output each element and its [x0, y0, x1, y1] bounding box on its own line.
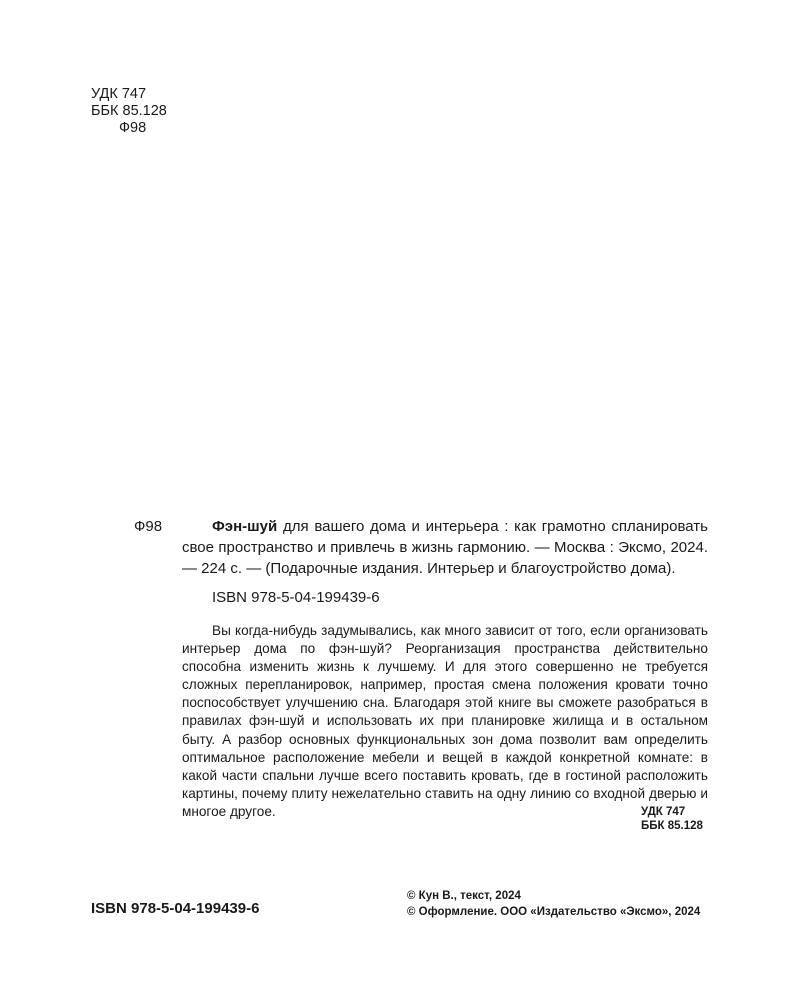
- bbk-code-bottom: ББК 85.128: [641, 820, 703, 832]
- udk-code: УДК 747: [91, 86, 147, 102]
- book-title: Фэн-шуй: [212, 518, 278, 535]
- copyright-design: © Оформление. ООО «Издательство «Эксмо», 2024: [407, 905, 701, 918]
- bibliographic-details: для вашего дома и интерьера : как грамотно спланировать свое пространство и привлечь в жизнь гармонию. — Москва : Эксмо, 2024. — 224 с. — (Подарочные издания. Интерьер и благоустройство дома).: [182, 518, 708, 577]
- bibliographic-entry: [182, 516, 708, 608]
- copyright-block: [407, 889, 700, 920]
- cutter-code: Ф98: [119, 120, 147, 136]
- udk-code-bottom: УДК 747: [641, 806, 686, 818]
- copyright-text: © Кун В., текст, 2024: [407, 890, 521, 902]
- bibliographic-description: [182, 516, 708, 579]
- classification-block-top: [91, 86, 167, 137]
- footer-isbn: ISBN 978-5-04-199439-6: [91, 900, 260, 917]
- annotation-text: Вы когда-нибудь задумывались, как много зависит от того, если организовать интерьер дома по фэн-шуй? Реорганизация пространства действительно способна изменить жизнь к лучшему. И для этого совершенно не требуется сложных перепланировок, например, простая смена положения кровати точно поспособствует улучшению сна. Благодаря этой книге вы сможете разобраться в правилах фэн-шуй и использовать их при планировке жилища и в остальном быту. А разбор основных функциональных зон дома позволит вам определить оптимальное расположение мебели и вещей в каждой конкретной комнате: в какой части спальни лучше всего поставить кровать, где в гостиной расположить картины, почему плиту нежелательно ставить на одну линию со входной дверью и многое другое.: [182, 623, 708, 819]
- bbk-code: ББК 85.128: [91, 103, 167, 119]
- entry-cutter-code: Ф98: [134, 518, 163, 535]
- entry-isbn: ISBN 978-5-04-199439-6: [212, 589, 380, 606]
- classification-block-bottom: [641, 805, 703, 833]
